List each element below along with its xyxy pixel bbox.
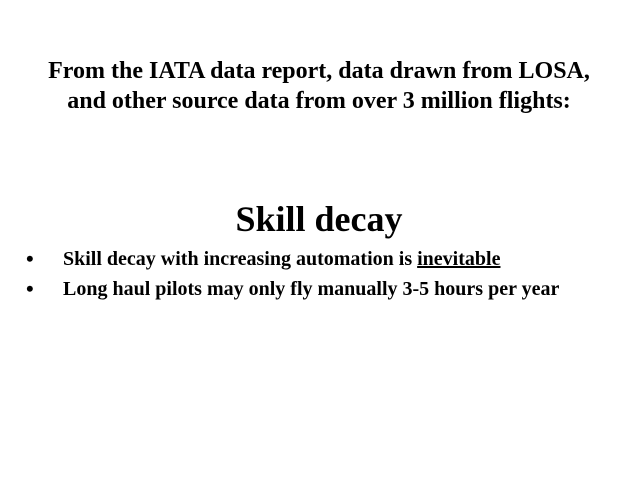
heading-line-1: From the IATA data report, data drawn from LOSA, (48, 58, 590, 84)
bullet-text (63, 244, 500, 274)
bullet-item-manual-hours (0, 274, 638, 304)
bullet-marker: • (26, 246, 34, 271)
slide-title: Skill decay (235, 199, 403, 239)
bullet-text-main: Skill decay with increasing automation is (63, 248, 418, 270)
bullet-item-automation (0, 244, 638, 274)
heading-line-2: and other source data from over 3 million flights: (67, 88, 571, 114)
bullet-text: Long haul pilots may only fly manually 3-5 hours per year (63, 278, 560, 300)
bullet-marker: • (26, 276, 34, 301)
bullet-list (0, 244, 638, 304)
bullet-emphasis-inevitable: inevitable (417, 248, 501, 270)
slide-heading (0, 56, 638, 116)
